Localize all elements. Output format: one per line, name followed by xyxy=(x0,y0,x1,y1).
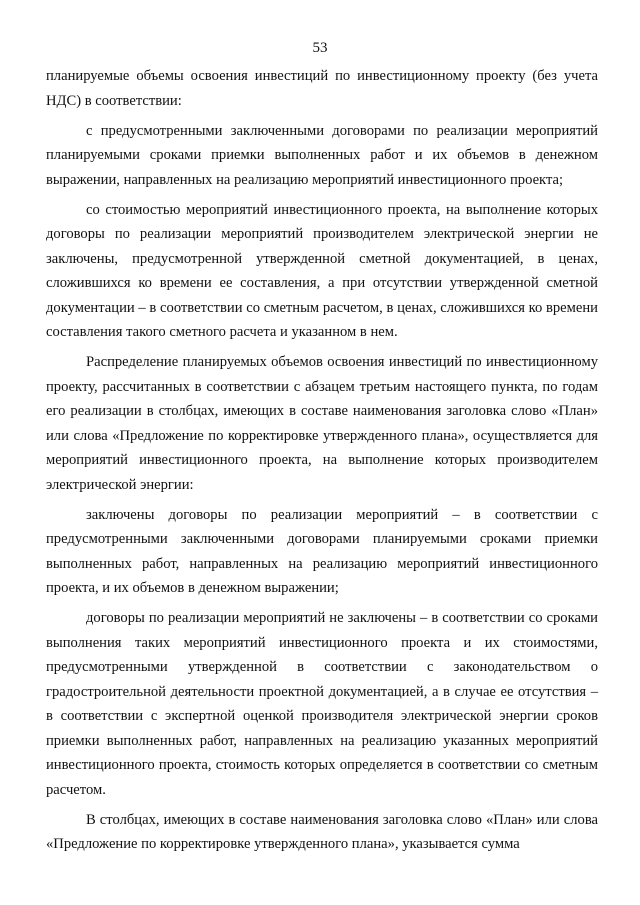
paragraph-7: В столбцах, имеющих в составе наименования заголовка слово «План» или слова «Предложение по корректировке утвержденного плана», указывается сумма xyxy=(46,811,598,852)
paragraph-1: планируемые объемы освоения инвестиций по инвестиционному проекту (без учета НДС) в соответствии: xyxy=(46,68,598,109)
paragraph-5: заключены договоры по реализации мероприятий – в соответствии с предусмотренными заключенными договорами планируемыми сроками приемки выполненных работ, направленных на реализацию мероприятий инвестиционного проекта, и их объемов в денежном выражении; xyxy=(46,506,598,596)
paragraph-6: договоры по реализации мероприятий не заключены – в соответствии со сроками выполнения таких мероприятий инвестиционного проекта и их стоимостями, предусмотренными утвержденной в соответствии с законодательством о градостроительной деятельности проектной документацией, а в случае ее отсутствия – в соответствии с экспертной оценкой производителя электрической энергии сроков приемки выполненных работ, направленных на реализацию указанных мероприятий инвестиционного проекта, стоимость которых определяется в соответствии со сметным расчетом. xyxy=(46,610,598,798)
paragraph-3: со стоимостью мероприятий инвестиционного проекта, на выполнение которых договоры по реализации мероприятий производителем электрической энергии не заключены, предусмотренной утвержденной сметной документацией, в ценах, сложившихся ко времени ее составления, а при отсутствии утвержденной сметной документации – в соответствии со сметным расчетом, в ценах, сложившихся ко времени составления такого сметного расчета и указанном в нем. xyxy=(46,201,598,340)
paragraph-2: с предусмотренными заключенными договорами по реализации мероприятий планируемыми сроками приемки выполненных работ и их объемов в денежном выражении, направленных на реализацию мероприятий инвестиционного проекта; xyxy=(46,122,598,188)
paragraph-4: Распределение планируемых объемов освоения инвестиций по инвестиционному проекту, рассчитанных в соответствии с абзацем третьим настоящего пункта, по годам его реализации в столбцах, имеющих в составе наименования заголовка слово «План» или слова «Предложение по корректировке утвержденного плана», осуществляется для мероприятий инвестиционного проекта, на выполнение которых производителем электрической энергии: xyxy=(46,354,598,493)
page-number: 53 xyxy=(312,40,328,56)
document-body xyxy=(46,64,598,862)
